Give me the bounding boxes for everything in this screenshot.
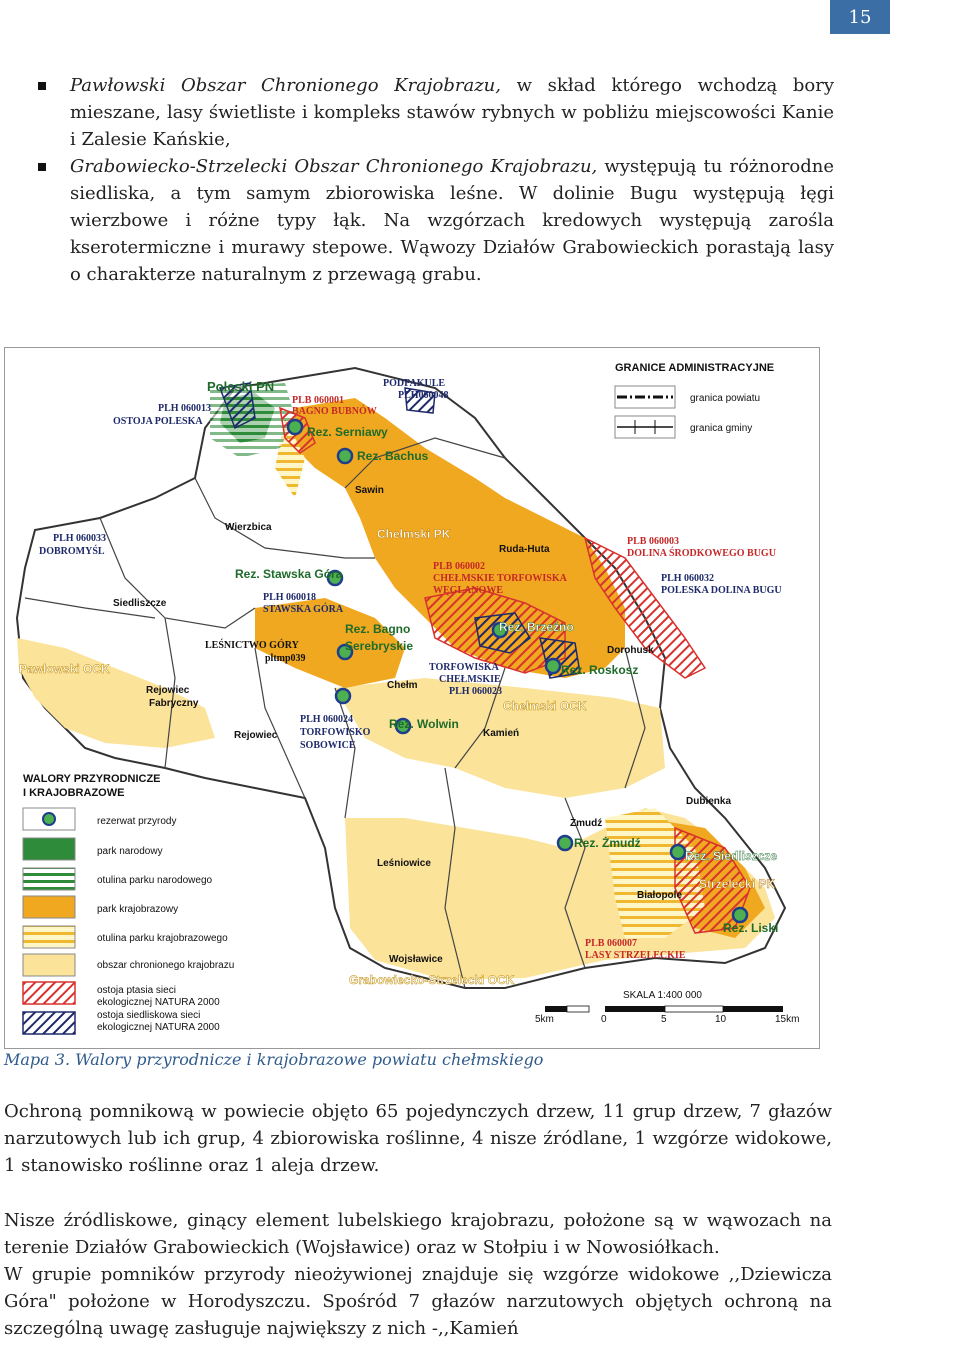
map-label: PLB 060002 — [433, 561, 485, 572]
map-label: DOLINA ŚRODKOWEGO BUGU — [627, 548, 776, 559]
map-label: TORFOWISKO — [300, 727, 371, 738]
scale-bar — [535, 990, 799, 1025]
map-label: DOBROMYŚL — [39, 546, 105, 557]
body-paragraph: W grupie pomników przyrody nieożywionej znajduje się wzgórze widokowe ,,Dziewicza Góra" położone w Horodyszczu. Spośród 7 głazów narzutowych objętych ochroną na szczególną uwagę zasługuje największy z nich -,,Kamień — [4, 1264, 832, 1339]
body-paragraph: Nisze źródliskowe, ginący element lubelskiego krajobrazu, położone są w wąwozach na terenie Działów Grabowieckich (Wojsławice) oraz w Stołpiu i w Nowosiółkach. — [4, 1210, 832, 1258]
map-svg — [5, 348, 819, 1048]
scale-tick: 15km — [775, 1014, 800, 1025]
map-label: Rez. Liski — [723, 921, 779, 935]
values-legend-item: otulina parku krajobrazowego — [97, 933, 228, 944]
map-label: Rez. Stawska Góra — [235, 567, 343, 581]
map-label: Serebryskie — [345, 639, 414, 653]
map-label: Rez. Serniawy — [307, 425, 388, 439]
map-label: Rejowiec — [146, 685, 190, 696]
admin-legend — [615, 362, 774, 438]
map-label: Żmudź — [570, 818, 603, 829]
map-label: Chełmski PK — [377, 527, 451, 541]
map-label: Poleski PN — [207, 379, 275, 394]
bullet-item — [34, 153, 834, 288]
scale-tick: 0 — [601, 1014, 607, 1025]
values-legend-item: obszar chronionego krajobrazu — [97, 960, 235, 971]
map-label: PLH 060024 — [300, 714, 354, 725]
map-label: Ruda-Huta — [499, 544, 550, 555]
map-label: PLB 060007 — [585, 938, 637, 949]
bullet-item — [34, 72, 834, 153]
map-label: Chełmski OCK — [503, 699, 587, 713]
map-label: PLB 060003 — [627, 536, 679, 547]
map-label: Pawłowski OCK — [19, 662, 110, 676]
map-label: Białopole — [637, 890, 683, 901]
map-label: PLB 060001 — [292, 395, 344, 406]
map-label: Rez. Brzeźno — [499, 620, 574, 634]
reserve-marker — [546, 659, 560, 673]
map-label: Leśniowice — [377, 858, 431, 869]
map-label: Sawin — [355, 485, 384, 496]
scale-tick: 5km — [535, 1014, 554, 1025]
map-label: Dubienka — [686, 796, 732, 807]
map-label: PLH 060013 — [158, 403, 212, 414]
map-label: PLH 060032 — [661, 573, 715, 584]
admin-legend-item: granica powiatu — [690, 393, 761, 404]
map-label: Wierzbica — [225, 522, 272, 533]
figure-caption: Mapa 3. Walory przyrodnicze i krajobrazowe powiatu chełmskiego — [4, 1050, 544, 1069]
reserve-marker — [288, 420, 302, 434]
scale-title: SKALA 1:400 000 — [623, 990, 702, 1001]
bullet-italic: Grabowiecko-Strzelecki Obszar Chronionego Krajobrazu, — [70, 156, 598, 177]
scale-tick: 10 — [715, 1014, 727, 1025]
values-legend-item: otulina parku narodowego — [97, 875, 213, 886]
map-label: Rez. Bagno — [345, 622, 411, 636]
values-legend-item: rezerwat przyrody — [97, 816, 177, 827]
admin-legend-title: GRANICE ADMINISTRACYJNE — [615, 362, 775, 374]
reserve-marker — [733, 908, 747, 922]
map-label: BAGNO BUBNÓW — [292, 406, 377, 417]
map-label: Rez. Bachus — [357, 449, 429, 463]
bullet-text: w skład którego wchodzą bory mieszane, lasy świetliste i kompleks stawów rybnych w pobliżu miejscowości Kanie i Zalesie Kańskie, — [70, 75, 834, 150]
reserve-marker — [558, 836, 572, 850]
map-label: PODPAKULE — [383, 378, 446, 389]
map-label: CHEŁMSKIE TORFOWISKA — [433, 573, 567, 584]
values-legend-item: park krajobrazowy — [97, 904, 179, 915]
values-legend — [23, 773, 234, 1034]
reserve-marker — [671, 845, 685, 859]
page-number: 15 — [830, 0, 890, 34]
values-legend-title: WALORY PRZYRODNICZE — [23, 773, 161, 785]
values-legend-item: park narodowy — [97, 846, 163, 857]
map-label: Dorohusk — [607, 645, 654, 656]
map-label: LASY STRZELECKIE — [585, 950, 686, 961]
map-label: PLH060048 — [398, 390, 449, 401]
values-legend-item: ostoja ptasia sieci — [97, 985, 176, 996]
scale-tick: 5 — [661, 1014, 667, 1025]
map-label: Wojsławice — [389, 954, 443, 965]
reserve-marker — [338, 449, 352, 463]
map-label: Rez. Żmudź — [574, 836, 641, 850]
map-label: Fabryczny — [149, 698, 199, 709]
map-label: Rejowiec — [234, 730, 278, 741]
map-label: Grabowiecko-Strzelecki OCK — [349, 973, 515, 987]
map-label: PLH 060033 — [53, 533, 107, 544]
map-label: TORFOWISKA — [429, 662, 499, 673]
map-label: OSTOJA POLESKA — [113, 416, 203, 427]
map-label: CHEŁMSKIE — [439, 674, 501, 685]
admin-legend-item: granica gminy — [690, 423, 753, 434]
values-legend-item: ostoja siedliskowa sieci — [97, 1010, 201, 1021]
map-label: Rez. Roskosz — [561, 663, 639, 677]
map-label: Chełm — [387, 680, 418, 691]
values-legend-title: I KRAJOBRAZOWE — [23, 787, 125, 799]
map-label: LEŚNICTWO GÓRY — [205, 640, 299, 651]
map-label: POLESKA DOLINA BUGU — [661, 585, 782, 596]
bullet-list — [34, 72, 834, 288]
map-label: PLH 060023 — [449, 686, 503, 697]
map-label: Siedliszcze — [113, 598, 167, 609]
values-legend-item: ekologicznej NATURA 2000 — [97, 1022, 220, 1033]
reserve-marker — [336, 689, 350, 703]
map-label: WĘGLANOWE — [433, 585, 504, 596]
map-label: Rez. Siedliszcze — [685, 849, 778, 863]
bullet-text: występują tu różnorodne siedliska, a tym samym zbiorowiska leśne. W dolinie Bugu występują łęgi wierzbowe i różne typy łąk. Na wzgórzach kredowych występują zarośla kserotermiczne i murawy stepowe. Wąwozy Działów Grabowieckich porastają lasy o charakterze naturalnym z przewagą grabu. — [70, 156, 834, 285]
bullet-italic: Pawłowski Obszar Chronionego Krajobrazu, — [70, 75, 501, 96]
map-label: STAWSKA GÓRA — [263, 604, 344, 615]
map-label: Strzelecki PK — [699, 877, 776, 891]
map-label: Rez. Wolwin — [389, 717, 459, 731]
map-figure — [4, 347, 820, 1049]
values-legend-item: ekologicznej NATURA 2000 — [97, 997, 220, 1008]
body-paragraph: Ochroną pomnikową w powiecie objęto 65 pojedynczych drzew, 11 grup drzew, 7 głazów narzutowych lub ich grup, 4 zbiorowiska roślinne, 4 nisze źródlane, 1 wzgórze widokowe, 1 stanowisko roślinne oraz 1 aleja drzew. — [4, 1101, 832, 1176]
map-label: PLH 060018 — [263, 592, 317, 603]
map-label: Kamień — [483, 728, 520, 739]
map-label: pltmp039 — [265, 653, 306, 664]
map-label: SOBOWICE — [300, 740, 356, 751]
